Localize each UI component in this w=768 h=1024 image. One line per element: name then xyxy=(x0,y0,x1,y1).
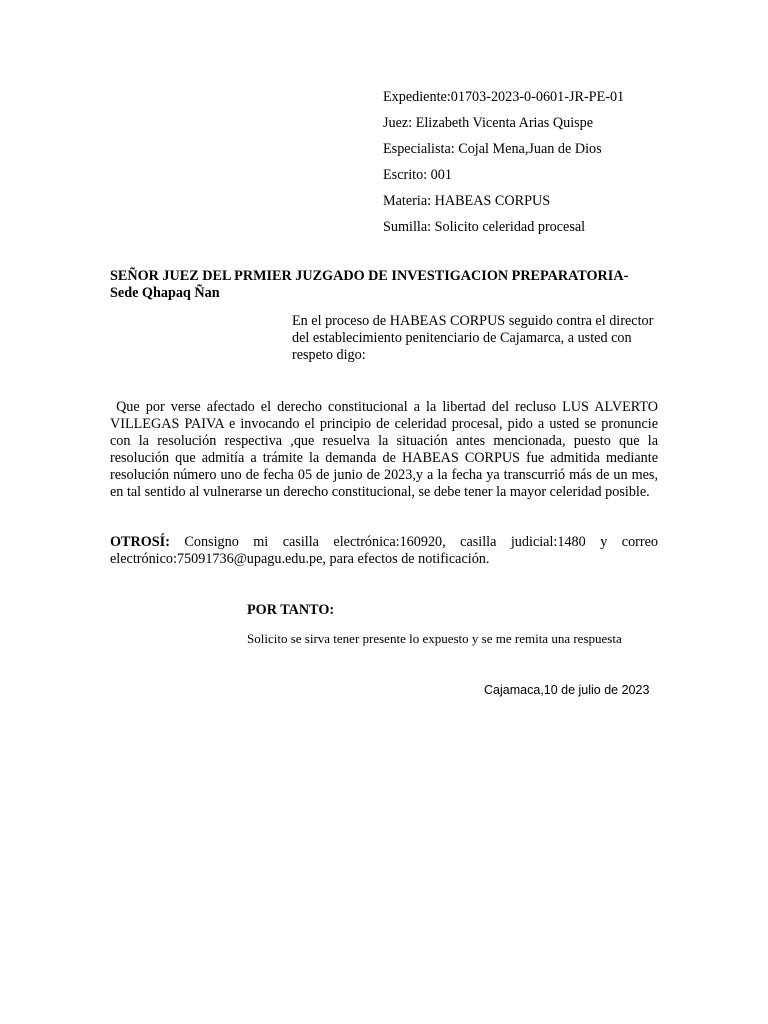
case-materia: Materia: HABEAS CORPUS xyxy=(383,193,551,209)
case-header xyxy=(383,84,743,240)
addressee-heading xyxy=(110,268,670,302)
por-tanto-heading: POR TANTO: xyxy=(247,602,335,618)
otrosi-paragraph xyxy=(110,534,658,568)
case-sumilla: Sumilla: Solicito celeridad procesal xyxy=(383,219,586,235)
case-escrito: Escrito: 001 xyxy=(383,167,452,183)
addressee-line-1: SEÑOR JUEZ DEL PRMIER JUZGADO DE INVESTIGACION PREPARATORIA- xyxy=(110,268,629,284)
case-especialista: Especialista: Cojal Mena,Juan de Dios xyxy=(383,141,602,157)
por-tanto-text: Solicito se sirva tener presente lo expuesto y se me remita una respuesta xyxy=(247,631,622,646)
intro-paragraph: En el proceso de HABEAS CORPUS seguido contra el director del establecimiento penitenciario de Cajamarca, a usted con respeto digo: xyxy=(292,313,654,363)
place-date: Cajamaca,10 de julio de 2023 xyxy=(484,683,650,697)
main-paragraph-text: Que por verse afectado el derecho constitucional a la libertad del recluso LUS ALVERTO VILLEGAS PAIVA e invocando el principio de celeridad procesal, pido a usted se pronuncie con la resolución respectiva ,que resuelva la situación antes mencionada, puesto que la resolución que admitía a trámite la demanda de HABEAS CORPUS fue admitida mediante resolución número uno de fecha 05 de junio de 2023,y a la fecha ya transcurrió más de un mes, en tal sentido al vulnerarse un derecho constitucional, se debe tener la mayor celeridad posible. xyxy=(110,399,658,500)
main-paragraph xyxy=(110,399,658,501)
case-juez: Juez: Elizabeth Vicenta Arias Quispe xyxy=(383,115,594,131)
otrosi-text: Consigno mi casilla electrónica:160920, casilla judicial:1480 y correo electrónico:75091736@upagu.edu.pe, para efectos de notificación. xyxy=(110,534,658,567)
addressee-line-2: Sede Qhapaq Ñan xyxy=(110,285,220,301)
otrosi-label: OTROSÍ: xyxy=(110,534,170,550)
case-expediente: Expediente:01703-2023-0-0601-JR-PE-01 xyxy=(383,89,625,105)
